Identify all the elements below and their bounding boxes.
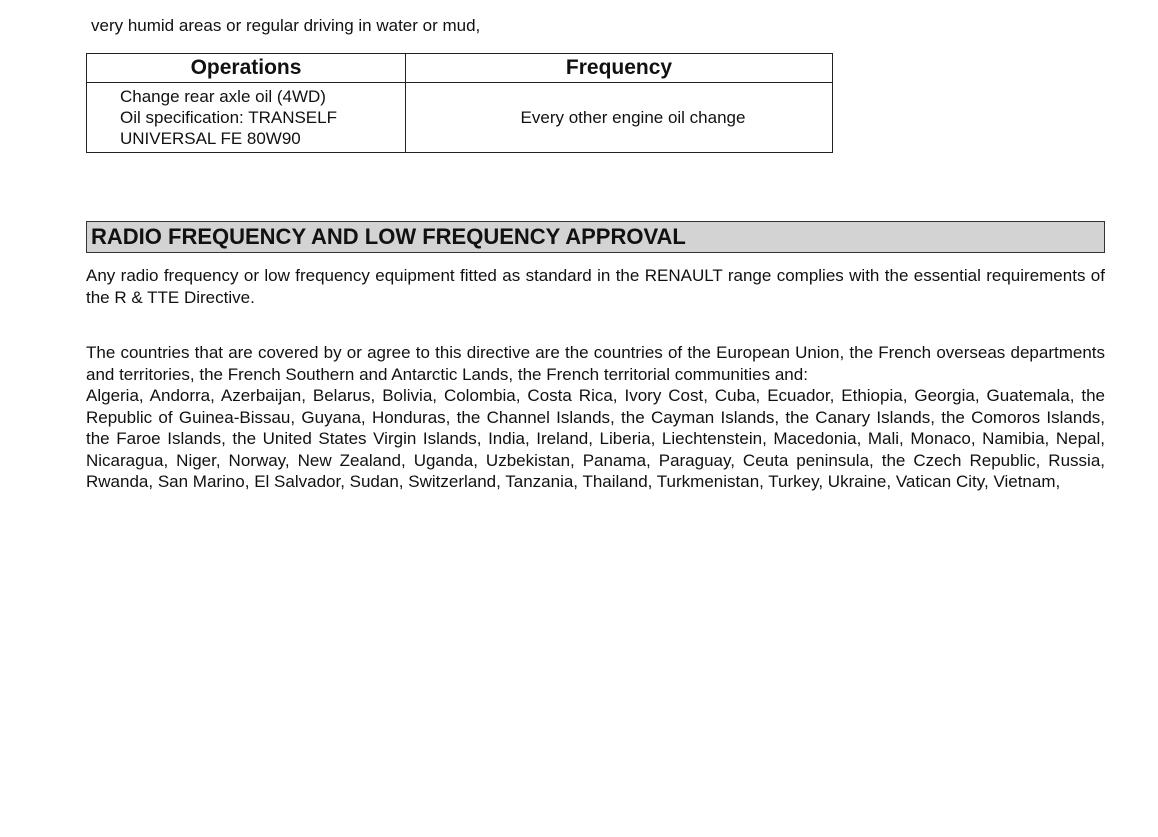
operation-cell [87,83,406,153]
table-row [87,83,833,153]
operation-line: UNIVERSAL FE 80W90 [120,129,301,148]
operations-column-header: Operations [87,54,406,83]
frequency-cell: Every other engine oil change [406,83,833,153]
countries-intro-paragraph: The countries that are covered by or agree to this directive are the countries of the European Union, the French overseas departments and territories, the French Southern and Antarctic Lands, the French territorial communities and: [86,343,1105,384]
maintenance-table [86,53,833,153]
approval-paragraph: Any radio frequency or low frequency equipment fitted as standard in the RENAULT range complies with the essential requirements of the R & TTE Directive. [86,266,1105,307]
operation-line: Change rear axle oil (4WD) [120,87,326,106]
section-heading: RADIO FREQUENCY AND LOW FREQUENCY APPROVAL [86,221,1105,253]
intro-text: very humid areas or regular driving in water or mud, [91,16,481,35]
countries-list-paragraph: Algeria, Andorra, Azerbaijan, Belarus, Bolivia, Colombia, Costa Rica, Ivory Cost, Cuba, Ecuador, Ethiopia, Georgia, Guatemala, the Republic of Guinea-Bissau, Guyana, Honduras, the Channel Islands, the Cayman Islands, the Canary Islands, the Comoros Islands, the Faroe Islands, the United States Virgin Islands, India, Ireland, Liberia, Liechtenstein, Macedonia, Mali, Monaco, Namibia, Nepal, Nicaragua, Niger, Norway, New Zealand, Uganda, Uzbekistan, Panama, Paraguay, Ceuta peninsula, the Czech Republic, Russia, Rwanda, San Marino, El Salvador, Sudan, Switzerland, Tanzania, Thailand, Turkmenistan, Turkey, Ukraine, Vatican City, Vietnam, [86,386,1105,492]
operation-line: Oil specification: TRANSELF [120,108,337,127]
frequency-column-header: Frequency [406,54,833,83]
table-header-row [87,54,833,83]
